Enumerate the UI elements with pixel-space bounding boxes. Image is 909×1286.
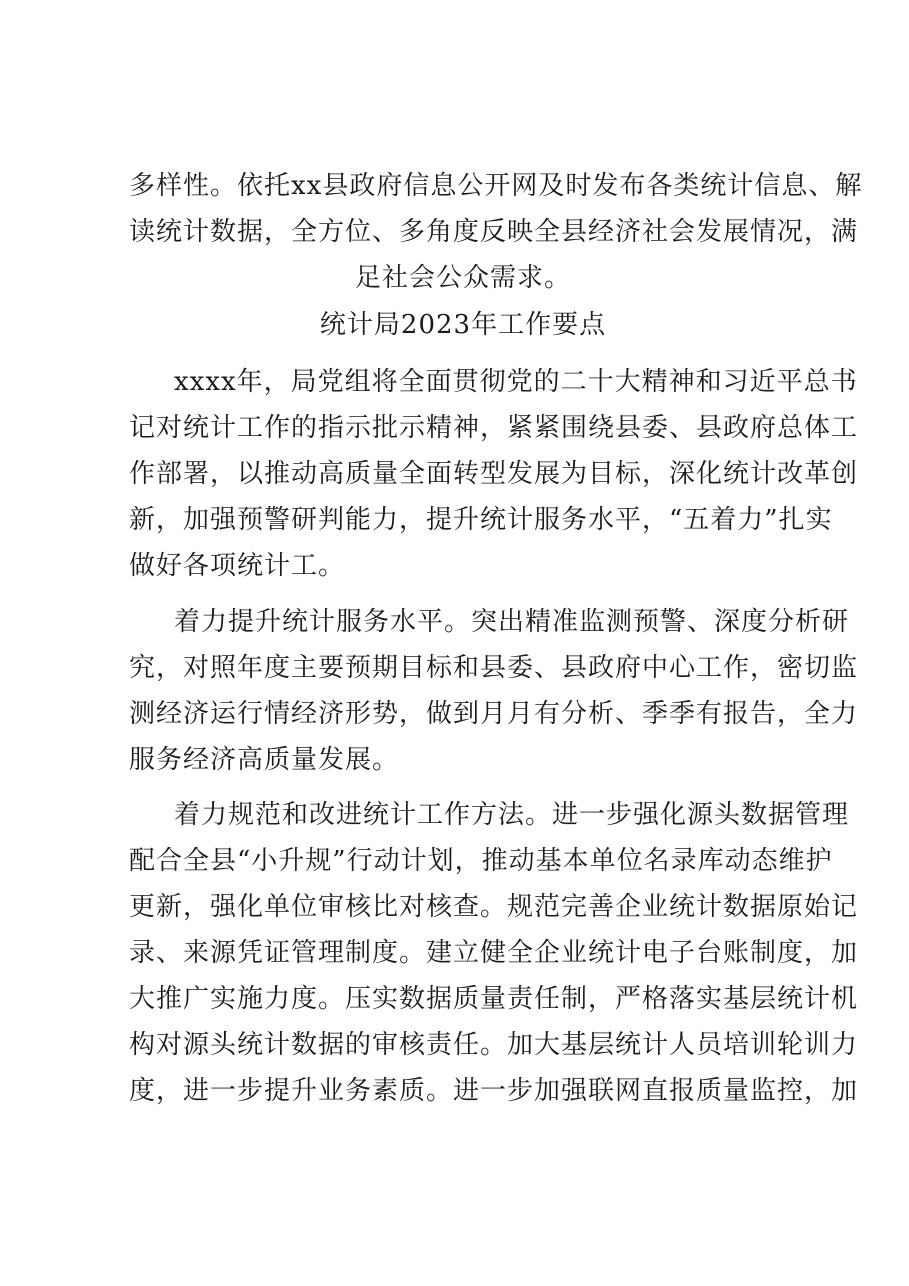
paragraph3-line-5: 大推广实施力度。压实数据质量责任制，严格落实基层统计机 [129, 984, 859, 1014]
paragraph1-line-3: 作部署，以推动高质量全面转型发展为目标，深化统计改革创 [129, 459, 859, 489]
paragraph3-line-2: 配合全县“小升规”行动计划，推动基本单位名录库动态维护 [129, 846, 833, 876]
intro-line-1: 多样性。依托xx县政府信息公开网及时发布各类统计信息、解 [129, 171, 863, 201]
paragraph3-line-4: 录、来源凭证管理制度。建立健全企业统计电子台账制度，加 [129, 938, 859, 968]
paragraph1-line-5: 做好各项统计工。 [129, 551, 346, 581]
paragraph2-line-2: 究，对照年度主要预期目标和县委、县政府中心工作，密切监 [129, 653, 859, 683]
document-title: 统计局2023年工作要点 [319, 310, 607, 340]
paragraph1-line-2: 记对统计工作的指示批示精神，紧紧围绕县委、县政府总体工 [129, 413, 859, 443]
paragraph2-line-1: 着力提升统计服务水平。突出精准监测预警、深度分析研 [174, 607, 850, 637]
paragraph3-line-3: 更新，强化单位审核比对核查。规范完善企业统计数据原始记 [129, 892, 859, 922]
paragraph1-line-4: 新，加强预警研判能力，提升统计服务水平，“五着力”扎实 [129, 505, 833, 535]
paragraph3-line-7: 度，进一步提升业务素质。进一步加强联网直报质量监控，加 [129, 1076, 859, 1106]
intro-line-2: 读统计数据，全方位、多角度反映全县经济社会发展情况，满 [129, 217, 859, 247]
paragraph2-line-4: 服务经济高质量发展。 [129, 745, 400, 775]
paragraph2-line-3: 测经济运行情经济形势，做到月月有分析、季季有报告，全力 [129, 699, 859, 729]
paragraph3-line-6: 构对源头统计数据的审核责任。加大基层统计人员培训轮训力 [129, 1030, 859, 1060]
intro-line-3: 足社会公众需求。 [354, 263, 571, 293]
paragraph3-line-1: 着力规范和改进统计工作方法。进一步强化源头数据管理 [174, 800, 850, 830]
paragraph1-line-1: xxxx年，局党组将全面贯彻党的二十大精神和习近平总书 [174, 367, 858, 397]
